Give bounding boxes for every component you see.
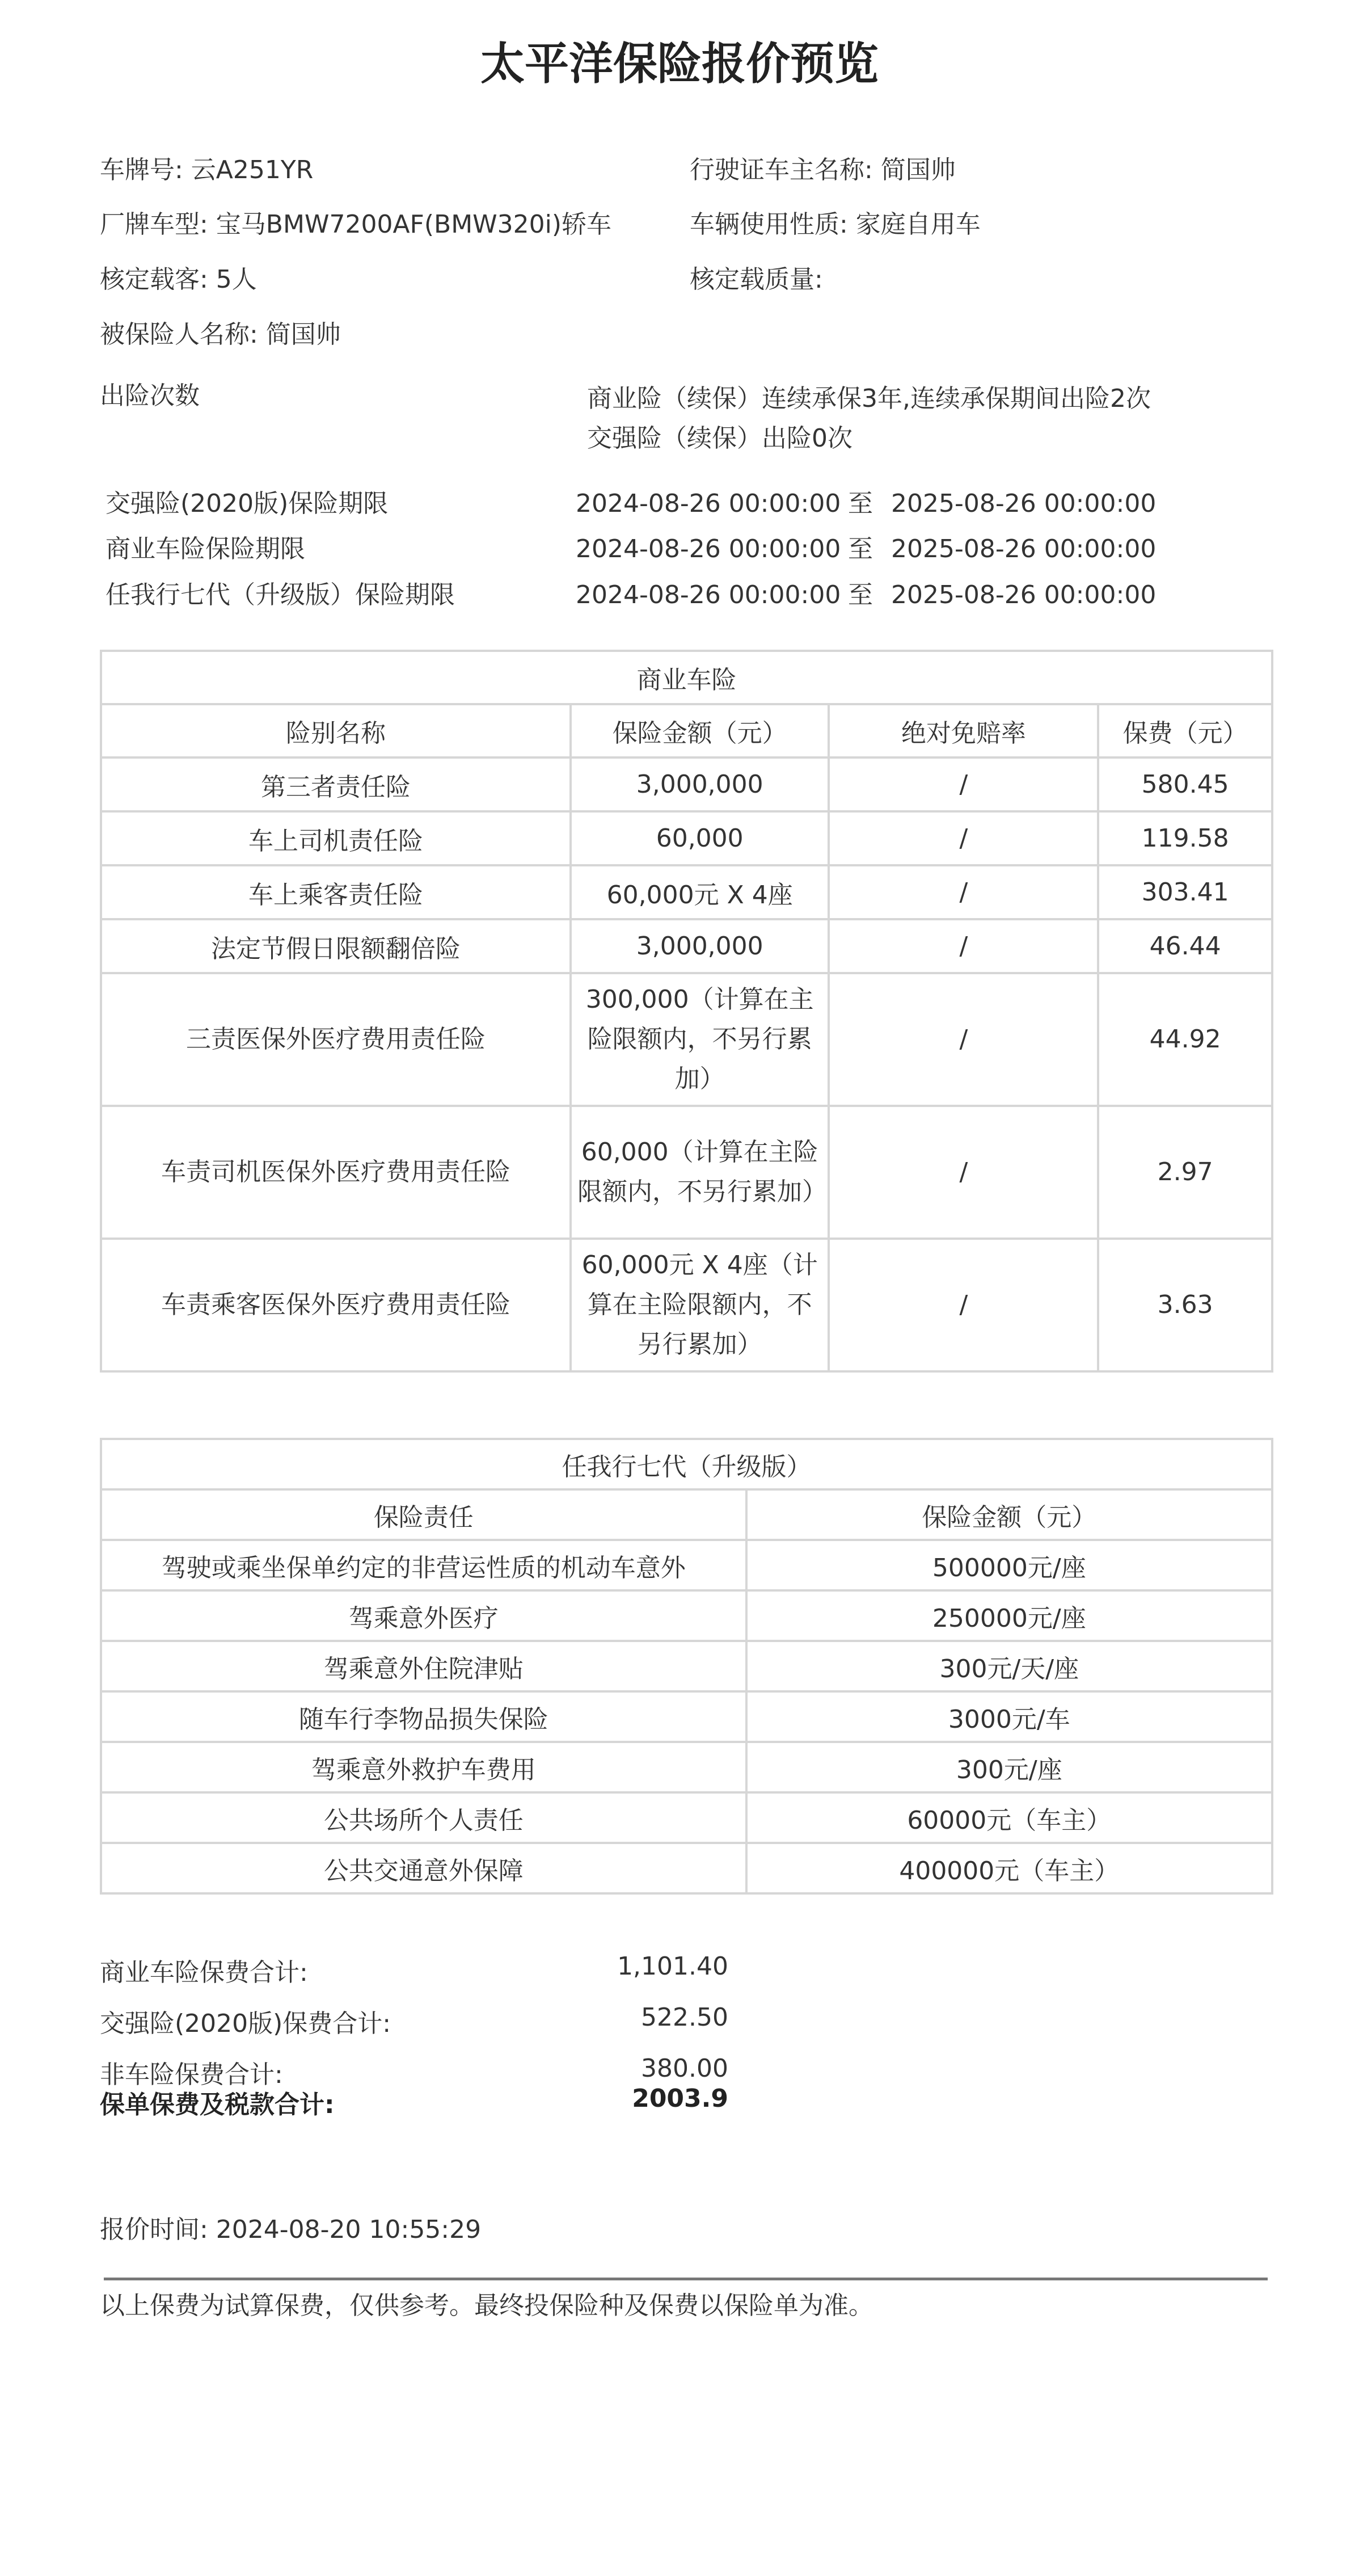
liability-item: 驾乘意外医疗	[101, 1590, 746, 1641]
period-name: 交强险(2020版)保险期限	[105, 489, 389, 518]
rated-load: 核定载质量:	[690, 265, 823, 294]
period-start: 2024-08-26 00:00:00	[576, 489, 841, 518]
period-to: 至	[848, 534, 873, 563]
coverage-premium: 303.41	[1098, 865, 1272, 919]
coverage-name: 车责乘客医保外医疗费用责任险	[101, 1239, 571, 1371]
total-commercial-value: 1,101.40	[617, 1952, 728, 1981]
period-name: 商业车险保险期限	[105, 534, 305, 563]
registered-owner: 行驶证车主名称: 简国帅	[690, 155, 956, 184]
coverage-premium: 2.97	[1098, 1106, 1272, 1239]
period-end: 2025-08-26 00:00:00	[891, 580, 1157, 609]
coverage-amount: 300,000（计算在主险限额内，不另行累加）	[571, 973, 829, 1106]
coverage-amount: 60,000	[571, 811, 829, 865]
total-compulsory-label: 交强险(2020版)保费合计:	[100, 2009, 391, 2038]
grand-total-value: 2003.9	[632, 2084, 728, 2113]
table-row	[101, 1843, 1272, 1893]
coverage-amount: 60,000元 X 4座（计算在主险限额内，不另行累加）	[571, 1239, 829, 1371]
vehicle-model: 厂牌车型: 宝马BMW7200AF(BMW320i)轿车	[100, 210, 612, 239]
period-to: 至	[848, 580, 873, 609]
coverage-name: 法定节假日限额翻倍险	[101, 919, 571, 973]
coverage-deductible: /	[829, 757, 1098, 811]
liability-item: 随车行李物品损失保险	[101, 1691, 746, 1742]
coverage-premium: 580.45	[1098, 757, 1272, 811]
coverage-deductible: /	[829, 811, 1098, 865]
table-row	[101, 811, 1272, 865]
table-row	[101, 973, 1272, 1106]
plate-number: 车牌号: 云A251YR	[100, 155, 314, 184]
table-row	[101, 919, 1272, 973]
period-row	[105, 487, 1240, 521]
commercial-insurance-table	[100, 650, 1273, 1373]
claims-compulsory: 交强险（续保）出险0次	[587, 424, 852, 453]
coverage-deductible: /	[829, 1106, 1098, 1239]
coverage-deductible: /	[829, 919, 1098, 973]
coverage-deductible: /	[829, 865, 1098, 919]
column-header: 保险金额（元）	[571, 704, 829, 757]
liability-amount: 400000元（车主）	[746, 1843, 1272, 1893]
liability-item: 公共交通意外保障	[101, 1843, 746, 1893]
period-start: 2024-08-26 00:00:00	[576, 580, 841, 609]
liability-item: 驾乘意外救护车费用	[101, 1742, 746, 1792]
coverage-name: 车责司机医保外医疗费用责任险	[101, 1106, 571, 1239]
page-title: 太平洋保险报价预览	[480, 39, 879, 90]
coverage-amount: 60,000元 X 4座	[571, 865, 829, 919]
period-end: 2025-08-26 00:00:00	[891, 534, 1157, 563]
column-header: 绝对免赔率	[829, 704, 1098, 757]
coverage-name: 第三者责任险	[101, 757, 571, 811]
vehicle-usage: 车辆使用性质: 家庭自用车	[690, 210, 981, 239]
coverage-premium: 3.63	[1098, 1239, 1272, 1371]
period-start: 2024-08-26 00:00:00	[576, 534, 841, 563]
table-caption-row	[101, 1439, 1272, 1489]
period-row	[105, 532, 1240, 566]
total-compulsory-value: 522.50	[641, 2003, 728, 2032]
quote-time: 报价时间: 2024-08-20 10:55:29	[100, 2215, 482, 2244]
total-commercial-label: 商业车险保费合计:	[100, 1958, 308, 1987]
table-row	[101, 1691, 1272, 1742]
period-end: 2025-08-26 00:00:00	[891, 489, 1157, 518]
liability-amount: 60000元（车主）	[746, 1792, 1272, 1843]
total-noncar-label: 非车险保费合计:	[100, 2060, 283, 2089]
claims-count-label: 出险次数	[100, 381, 200, 410]
liability-amount: 250000元/座	[746, 1590, 1272, 1641]
coverage-name: 车上乘客责任险	[101, 865, 571, 919]
column-header: 保险责任	[101, 1489, 746, 1540]
coverage-name: 车上司机责任险	[101, 811, 571, 865]
renwoxing-table	[100, 1438, 1273, 1895]
table-row	[101, 1792, 1272, 1843]
liability-item: 公共场所个人责任	[101, 1792, 746, 1843]
table-header-row	[101, 1489, 1272, 1540]
table-row	[101, 1540, 1272, 1590]
coverage-deductible: /	[829, 1239, 1098, 1371]
table-row	[101, 1641, 1272, 1691]
period-to: 至	[848, 489, 873, 518]
table-caption: 任我行七代（升级版）	[101, 1439, 1272, 1489]
coverage-premium: 46.44	[1098, 919, 1272, 973]
table-caption: 商业车险	[101, 651, 1272, 704]
column-header: 保险金额（元）	[746, 1489, 1272, 1540]
disclaimer-note: 以上保费为试算保费，仅供参考。最终投保险种及保费以保险单为准。	[100, 2291, 873, 2320]
coverage-amount: 3,000,000	[571, 919, 829, 973]
claims-history	[587, 379, 1151, 458]
coverage-amount: 3,000,000	[571, 757, 829, 811]
coverage-premium: 119.58	[1098, 811, 1272, 865]
rated-passengers: 核定载客: 5人	[100, 265, 257, 294]
table-row	[101, 1742, 1272, 1792]
liability-item: 驾乘意外住院津贴	[101, 1641, 746, 1691]
liability-amount: 500000元/座	[746, 1540, 1272, 1590]
table-caption-row	[101, 651, 1272, 704]
insured-name: 被保险人名称: 简国帅	[100, 320, 341, 349]
table-row	[101, 865, 1272, 919]
table-header-row	[101, 704, 1272, 757]
claims-commercial: 商业险（续保）连续承保3年,连续承保期间出险2次	[587, 384, 1151, 413]
coverage-deductible: /	[829, 973, 1098, 1106]
coverage-premium: 44.92	[1098, 973, 1272, 1106]
liability-amount: 3000元/车	[746, 1691, 1272, 1742]
divider	[104, 2278, 1268, 2280]
column-header: 保费（元）	[1098, 704, 1272, 757]
period-name: 任我行七代（升级版）保险期限	[105, 580, 455, 609]
table-row	[101, 1590, 1272, 1641]
liability-item: 驾驶或乘坐保单约定的非营运性质的机动车意外	[101, 1540, 746, 1590]
table-row	[101, 757, 1272, 811]
coverage-amount: 60,000（计算在主险限额内，不另行累加）	[571, 1106, 829, 1239]
liability-amount: 300元/天/座	[746, 1641, 1272, 1691]
period-row	[105, 578, 1240, 612]
table-row	[101, 1239, 1272, 1371]
grand-total-label: 保单保费及税款合计:	[100, 2090, 335, 2119]
coverage-name: 三责医保外医疗费用责任险	[101, 973, 571, 1106]
column-header: 险别名称	[101, 704, 571, 757]
liability-amount: 300元/座	[746, 1742, 1272, 1792]
total-noncar-value: 380.00	[641, 2054, 728, 2083]
table-row	[101, 1106, 1272, 1239]
